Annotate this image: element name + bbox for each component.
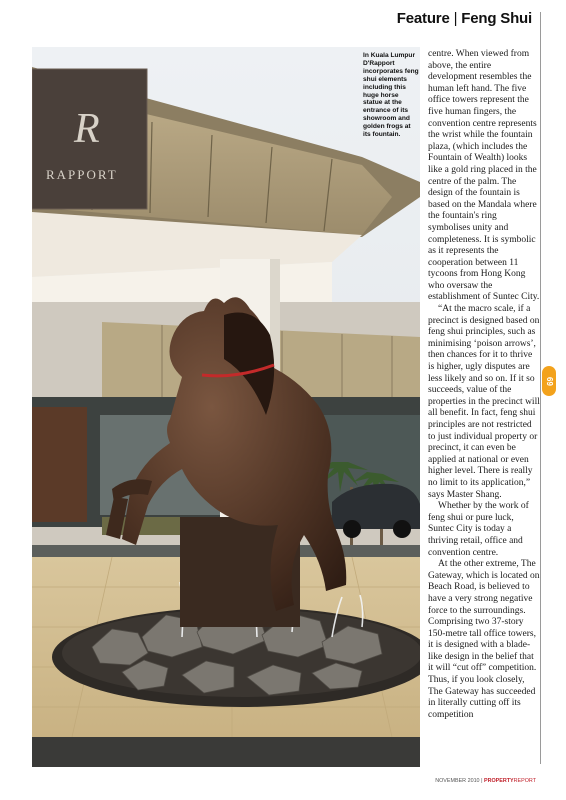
footer-brand-light: REPORT: [513, 778, 536, 784]
footer-separator: |: [481, 778, 483, 784]
page-number: 69: [544, 376, 554, 386]
signage-monogram: R: [74, 106, 100, 152]
column-divider: [540, 12, 541, 764]
photo-caption: In Kuala Lumpur D'Rapport incorporates feng shui elements including this huge horse statue at the entrance of its showroom and golden frogs at its fountain.: [363, 52, 419, 139]
footer-issue: NOVEMBER 2010: [435, 778, 480, 784]
section-name: Feature: [396, 10, 450, 27]
page-number-tab: [542, 366, 556, 396]
section-header: [397, 10, 532, 27]
article-paragraph: centre. When viewed from above, the entire development resembles the human left hand. The five office towers represent the five human fingers, the convention centre represents the wrist while the fountain plaza, (which includes the Fountain of Wealth) looks like a gold ring placed in the centre of the palm. The design of the fountain is based on the Mandala where the fountain's ring symbolises unity and completeness. It is symbolic as it represents the cooperation between 11 tycoons from Hong Kong who oversaw the establishment of Suntec City.: [428, 49, 540, 303]
article-paragraph: Whether by the work of feng shui or pure luck, Suntec City is today a thriving retail, office and convention centre.: [428, 501, 529, 558]
footer-brand-bold: PROPERTY: [483, 778, 514, 784]
article-paragraph: At the other extreme, The Gateway, which is located on Beach Road, is believed to have a very strong negative force to the surroundings. Comprising two 37-story 150-metre tall office towers, it is designed with a blade-like design in the belief that it will “cut off” competition. Thus, if you look closely, The Gateway has succeeded in literally cutting off its competition: [428, 559, 540, 720]
article-paragraph: “At the macro scale, if a precinct is designed based on feng shui principles, such as minimising ‘poison arrows’, then chances for it to thrive is higher, ugly disputes are less likely and so on. If it so succeeds, value of the properties in the precinct will all benefit. In fact, feng shui principles are not restricted to just individual property or precinct, it can even be applied at national or even higher level. There is really no limit to its application,” says Master Shang.: [428, 304, 540, 500]
header-separator: |: [453, 10, 458, 27]
horse-statue-photo: [32, 47, 420, 767]
section-topic: Feng Shui: [461, 10, 532, 27]
article-body: [428, 49, 540, 721]
page-footer: [360, 778, 536, 784]
signage-name: RAPPORT: [46, 167, 118, 182]
